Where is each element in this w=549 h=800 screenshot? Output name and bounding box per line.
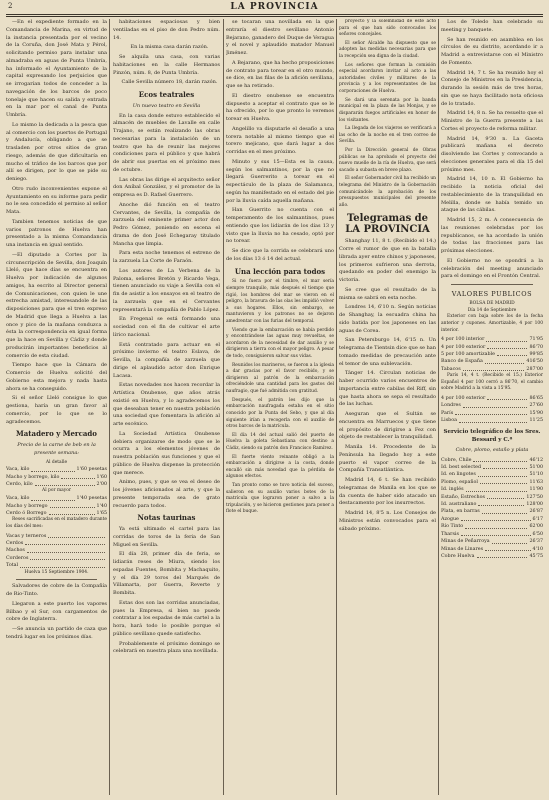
classified-ad: habitaciones espaciosas y bien ventiladas en el piso de don Pedro núm. 14. bbox=[113, 19, 220, 41]
news-paragraph: Ya está ultimado el cartel para las corridas de toros de la feria de San Miguel en Sevilla. bbox=[113, 526, 220, 548]
news-paragraph: Estas dos son las corridas anunciadas, pues la Empresa, si bien no puede contratar a los espadas de más cartel a la hora, hará todo lo posible porque el público sevillano quede satisfecho. bbox=[113, 599, 220, 637]
price-row: Cerdo, kilo 2'00 bbox=[6, 482, 107, 488]
divider bbox=[16, 579, 97, 580]
news-paragraph: Los señores que forman la comisión especial acordaron invitar al acto a las autoridades civiles y militares de la provincia y a los representantes de las corporaciones de Huelva. bbox=[339, 62, 436, 95]
news-paragraph: La Sociedad Artística Onubense debiera organizarse de modo que se le ocurra a los elementos jóvenes de nuestra población sus funciones y que el público de Huelva dispense la protección que merece. bbox=[113, 430, 220, 476]
telegram: Tánger 14. Circulan noticias de haber ocurrido varios encuentros de importancia entre cabilas del Riff, sin que hasta ahora se sepa el resultado de las luchas. bbox=[339, 370, 436, 408]
metal-row: Id. en lingotes 51'10 bbox=[441, 472, 543, 478]
news-paragraph: Tiempo hace que la Cámara de Comercio de Huelva solicitó del Gobierno esta mejora y nada hasta ahora se ha conseguido. bbox=[6, 362, 107, 392]
news-paragraph: se tocaran una novillada en la que entraría el diestro sevillano Antonio Bejarano, ganadero del Duque de Veragua y el novel y aplaudido matador Manuel Jiménez. bbox=[226, 19, 334, 56]
bolsa-heading: BOLSA DE MADRID bbox=[469, 301, 515, 307]
news-paragraph: Otro rudo inconvenientes expone el Ayuntamiento en su informe para pedir no le sea concedido el permiso al señor Mata. bbox=[6, 185, 107, 215]
news-paragraph: Si no fuera por el timbre, el mar sería siempre tranquilo, más después el tiempo que rigió, los hombres del mar se vieron en el peligro, la bravura de las olas les impidió volver a sus hogares. Ellos, sin embargo, se mantuvieron y los patronos no se dejaron amedrentar con las furias del temporal. bbox=[226, 279, 334, 324]
divider bbox=[451, 284, 533, 285]
column-1 bbox=[6, 19, 107, 795]
wholesale-header: Al por mayor bbox=[42, 488, 71, 494]
news-paragraph: A Bejarano, que ha hecho proposiciones de contrato para torear en el otro mundo, se dice, en las filas de la afición sevillana, que se ha retirado. bbox=[226, 59, 334, 89]
news-paragraph: Para esta noche tenemos el estreno de la zarzuela La Corte de Faraón. bbox=[113, 250, 220, 265]
news-paragraph: Las obras las dirige el arquitecto señor don Aníbal González, y el promotor de la empresa es D. Rafael Guerrero. bbox=[113, 176, 220, 199]
metal-row: Id. best selected 51'00 bbox=[441, 464, 543, 470]
telegram: Los de Toledo han celebrado su meeting y banquete. bbox=[441, 19, 543, 33]
telegram: Madrid 14, 10 n. El Gobierno ha recibido la noticia oficial del restablecimiento de la tranquilidad en Melilla, donde se había temido un ataque de las cábilas. bbox=[441, 176, 543, 214]
column-divider bbox=[336, 19, 337, 795]
price-row: Macho y borrego 1'40 bbox=[6, 503, 107, 509]
theater-subheading: Un nuevo teatro en Sevilla bbox=[132, 102, 201, 109]
news-paragraph: El fuerte viento reinante obligó a la embarcación a dirigirse a la costa, donde encalló sin más novedad que la pérdida de algunos efectos. bbox=[226, 454, 334, 480]
news-paragraph: Viendo que la embarcación se había perdido y encontrándose las aguas muy revueltas, se acordaron de la necesidad de dar auxilio y se dirigieron a tierra con el mayor peligro. A pesar de todo, consiguieron salvar sus vidas. bbox=[226, 327, 334, 360]
slaughter-row: Cerdos bbox=[6, 540, 107, 547]
metal-row: Plomo, español 11'63 bbox=[441, 479, 543, 485]
telegram: Se han reunido en asamblea en los círculos de su distrito, acordando ir a Madrid a entrevistarse con el Ministro de Fomento. bbox=[441, 36, 543, 66]
masthead-rule-2 bbox=[6, 16, 543, 17]
slaughter-paragraph: Reses sacrificadas en el matadero durante los días del mes: bbox=[6, 517, 107, 529]
slaughter-row: Machos bbox=[6, 547, 107, 554]
bullfight-heading: Notas taurinas bbox=[137, 513, 196, 523]
news-paragraph: Se dice que la corrida se celebrará uno de los días 13 ó 14 del actual. bbox=[226, 248, 334, 262]
market-heading: Matadero y Mercado bbox=[16, 429, 97, 439]
quote-row: Banco de España 416'50 bbox=[441, 359, 543, 365]
metal-row: Estaño, Estrechos 127'50 bbox=[441, 494, 543, 500]
telegram: Se cree que el resultado de la misma se sabrá en esta noche. bbox=[339, 286, 436, 301]
bolsa-date: Día 14 de Septiembre bbox=[467, 307, 517, 313]
metals-heading: Servicio telegráfico de los Sres. Bessard y C.ª bbox=[443, 428, 541, 444]
telegram: Madrid 14, 8'5 n. Los Consejos de Ministros están convocados para el sábado próximo. bbox=[339, 510, 436, 532]
market-subheading: Precio de la carne de beb en la presente semana: bbox=[17, 442, 96, 456]
quote-row: 4 por 100 exterior 86'65 bbox=[441, 396, 543, 402]
price-row: Macho y borrego, kilo 1'60 bbox=[6, 474, 107, 480]
page-number: 2 bbox=[8, 2, 13, 10]
column-divider bbox=[109, 19, 110, 795]
masthead bbox=[6, 2, 543, 14]
column-3 bbox=[226, 19, 334, 795]
news-paragraph: Llegaron a este puerto los vapores Bilbao y el Sur, con cargamentos de cobre de Inglaterra. bbox=[6, 600, 107, 623]
news-paragraph: —En el expediente formado en la Comandancia de Marina, en virtud de la instancia presentada por el vecino de la Coruña, don José Mata y Pérol, solicitando permiso para instalar una almadraba en aguas de Punta Umbría, ha informado el Ayuntamiento de la capital expresando los perjuicios que se irrogarían todos de conceder a la navegación de los barcos de poco tonelaje que hacen su salida y entrada en la mar por el canal de Punta Umbría. bbox=[6, 19, 107, 118]
news-paragraph: El día 28, primer día de feria, se lidiarán reses de Miura, siendo los espadas Fuentes, Bombita y Machaquito, y el día 29 toros del Marqués de Villamarta, por Guerra, Reverte y Bombita. bbox=[113, 551, 220, 597]
news-paragraph: Salvadores de cobre de la Compañía de Rio-Tinto. bbox=[6, 583, 107, 598]
news-paragraph: Han Guerrito no cuenta con el temperamento de los salmantinos, pues entiendo que los lidiarán de los días 13 y visto que la lluvia no ha cesado, optó por no torear. bbox=[226, 207, 334, 245]
news-paragraph: Se dará una serenata por la banda municipal en la plaza de las Monjas, y se dispararán fuegos artificiales en honor de los visitantes. bbox=[339, 97, 436, 123]
news-paragraph: El señor Alcalde ha dispuesto que se adopten las medidas necesarias para que la recepción sea digna de la ciudad. bbox=[339, 40, 436, 60]
news-paragraph: En la casa donde estuvo establecido el almacén de muebles de Lavalle en calle Trajano, se están realizando las obras necesarias para la instalación de un teatro que ha de reunir las mejores condiciones para el público y que habrá de abrir sus puertas en el próximo mes de octubre. bbox=[113, 112, 220, 173]
telegram: Londres 14, 6'10 n. Según noticias de Shanghay, la escuadra china ha sido batida por los japoneses en las aguas de Corea. bbox=[339, 304, 436, 334]
column-2 bbox=[113, 19, 220, 795]
retail-header: Al detalle bbox=[45, 459, 68, 465]
metal-row: Minas de Linares 4'10 bbox=[441, 546, 543, 552]
news-paragraph: Por la Dirección general de Obras públicas se ha aprobado el proyecto del nuevo muelle de la ría de Huelva, que será sacado a subasta en breve plazo. bbox=[339, 147, 436, 173]
quote-row: París 15'90 bbox=[441, 410, 543, 416]
telegram: Aseguran que el Sultán se encuentra en Marruecos y que tiene el propósito de dirigirse a Fez con objeto de restablecer la tranquilidad. bbox=[339, 411, 436, 441]
metal-row: Minas de Peñarroya 26'37 bbox=[441, 539, 543, 545]
news-paragraph: El señor Gobernador civil ha recibido un telegrama del Ministro de la Gobernación comunicándole la aprobación de los presupuestos municipales del presente año. bbox=[339, 176, 436, 208]
telegram: Madrid 14, 8 n. Se ha resuelto que el Ministro de la Guerra presente a las Cortes el proyecto de reforma militar. bbox=[441, 110, 543, 132]
telegram: Madrid 14, 7 t. Se ha reunido hoy el Consejo de Ministros en la Presidencia, durando la sesión más de tres horas, sin que se haya facilitado nota oficiosa de lo tratado. bbox=[441, 69, 543, 107]
news-paragraph: Minuto y sus 15—Esta es la causa, según los salmantinos, por la que no llegará Guerrerito a torear en el espectáculo de la plaza de Salamanca, según ha manifestado en el estado del pie por la lluvia caída aquella mañana. bbox=[226, 158, 334, 204]
metal-row: Id. australiano 128'00 bbox=[441, 502, 543, 508]
news-paragraph: Probablemente el próximo domingo se celebrará en nuestra plaza una novillada. bbox=[113, 640, 220, 655]
news-paragraph: El diestro onubense se encuentra dispuesto a aceptar el contrato que se le ha ofrecido, por lo que pronto lo veremos torear en Huelva. bbox=[226, 92, 334, 122]
news-paragraph: Después, el patrón les dijo que la embarcación naufragada estaba en el sitio conocido por la Punta del Sebo, y que al día siguiente irían a recogerla con el auxilio de otros barcos de la matrícula. bbox=[226, 397, 334, 430]
telegram: Shanghay 11, 8 t. (Recibido el 14.) Corre el rumor de que en la batalla librada ayer entre chinos y japoneses, los primeros sufrieron una derrota, quedando en poder del enemigo la victoria. bbox=[339, 238, 436, 284]
price-row: Vaca, kilo 1'60 pesetas bbox=[6, 467, 107, 473]
news-paragraph: Estas novedades nos hacen recordar la Artística Onubense, que años atrás existió en Huelva, y lo agradecemos los que deseaban tener en nuestra población una sociedad que fomentara la afición al arte escénico. bbox=[113, 382, 220, 428]
news-paragraph: El día 14 del actual salió del puerto de Huelva la goleta Sebastiana con destino a Cádiz, siendo su patrón don Francisco Ramírez. bbox=[226, 432, 334, 451]
metals-subheading: Cobre, plomo, estaño y plata bbox=[455, 446, 529, 453]
slaughter-row: Corderos bbox=[6, 555, 107, 562]
newspaper-title: LA PROVINCIA bbox=[230, 2, 319, 12]
telegrams-heading: Telegramas de LA PROVINCIA bbox=[345, 213, 430, 236]
price-row: Vaca, kilo 1'40 pesetas bbox=[6, 496, 107, 502]
column-4 bbox=[339, 19, 436, 795]
masthead-rule bbox=[6, 14, 543, 15]
classified-ad: En la misma casa darán razón. bbox=[130, 44, 209, 51]
telegram: El Gobierno no se opondrá a la celebración del meeting anunciado para el domingo en el Frontón Central. bbox=[441, 257, 543, 280]
quote-row: 5 por 100 amortizable 99'85 bbox=[441, 351, 543, 357]
telegram: Manila 14. Procedente de la Península ha llegado hoy a este puerto el vapor correo de la Compañía Transatlántica. bbox=[339, 444, 436, 474]
news-paragraph: Lo mismo la dedicada a la pesca que al comercio con los puertos de Portugal y Andalucía, obligando a que se trasladen por otros sitios de gran riesgo, además de que dificultaría en mucho el tráfico de los barcos que por allí se dirigen, por lo que se pide su deniego. bbox=[6, 121, 107, 182]
metal-row: Plata, en barras 26'87 bbox=[441, 509, 543, 515]
column-divider bbox=[438, 19, 439, 795]
news-paragraph: La llegada de los viajeros se verificará a las ocho de la noche en el tren correo de Sevilla. bbox=[339, 126, 436, 145]
news-paragraph: En Fregenal se está formando una sociedad con el fin de cultivar el arte lírico nacional. bbox=[113, 316, 220, 338]
news-paragraph: Si el señor Lleló consigue lo que gestiona, haría un gran favor al comercio, por lo que se lo agradecemos. bbox=[6, 395, 107, 425]
telegram: San Petersburgo 14, 6'15 n. Un telegrama de Tientsin dice que se han tomado medidas de precaución ante el temor de una sublevación. bbox=[339, 337, 436, 367]
metal-row: Id. inglés 11'90 bbox=[441, 487, 543, 493]
dateline: Huelva 15 Septiembre 1904. bbox=[24, 569, 89, 575]
news-paragraph: Tambien tenemos noticias de que varios patronos de Huelva han presentado a la misma Comandancia una instancia en igual sentido. bbox=[6, 218, 107, 248]
telegram: Madrid 14, 9'30 n. La Gaceta publicará mañana el decreto disolviendo las Cortes y convocando a elecciones generales para el día 15 del próximo mes. bbox=[441, 135, 543, 173]
quote-row: Londres 27'60 bbox=[441, 403, 543, 409]
column-5 bbox=[441, 19, 543, 795]
classified-ad: Calle Sevilla número 18, darán razón. bbox=[121, 79, 218, 86]
slaughter-row: Vacas y terneros bbox=[6, 533, 107, 540]
metal-row: Cobre Huelva 45'75 bbox=[441, 554, 543, 559]
total-row: Total bbox=[6, 562, 107, 569]
values-heading: VALORES PUBLICOS bbox=[451, 290, 533, 298]
quote-row: 4 por 100 exterior 86'70 bbox=[441, 344, 543, 350]
telegram: Madrid 14, 6 t. Se han recibido telegramas de Manila en los que se da cuenta de haber sido atacado un destacamento por los insurrectos. bbox=[339, 477, 436, 507]
metal-row: Tharsis 6'50 bbox=[441, 531, 543, 537]
metal-row: Río Tinto 62'00 bbox=[441, 524, 543, 530]
quote-row: Lisboa 11'25 bbox=[441, 418, 543, 424]
news-paragraph: Los autores de La Verbena de la Paloma, señores Bretón y Ricardo Vega, tienen anunciado su viaje a Sevilla con el fin de asistir a los ensayos en el teatro de la zarzuela que en el Cervantes representará la compañía de Pablo López. bbox=[113, 267, 220, 313]
column-divider bbox=[223, 19, 224, 795]
news-paragraph: Está contratado para actuar en el próximo invierno el teatro Eslava, de Sevilla, la compañía de zarzuela que dirige el aplaudido actor don Enrique Lacasa. bbox=[113, 341, 220, 379]
quote-row: Tabacos 287'00 bbox=[441, 366, 543, 372]
theater-heading: Ecos teatrales bbox=[138, 90, 195, 99]
news-paragraph: —El diputado a Cortes por la circunscripción de Sevilla, don Joaquín Lleló, que hace días se encuentra en Huelva por indicación de algunos amigos, ha escrito al Director general de Comunicaciones, con quien le une estrecha amistad, interesandole de las disposiciones para que el tren expreso de Madrid que llega a Huelva a las once y pico de la mañana conduzca a ésta la correspondencia en igual forma que la hace en Sevilla y Cádiz y donde producirán importantes beneficios al comercio de esta ciudad. bbox=[6, 251, 107, 359]
lesson-heading: Una lección para todos bbox=[234, 266, 326, 276]
news-paragraph: Animo, pues, y que se vea el deseo de los jóvenes aficionados al arte, y que la presente temporada sea de grato recuerdo para todos. bbox=[113, 479, 220, 509]
news-paragraph: —Se anuncia un partido de caza que tendrá lugar en los próximos días. bbox=[6, 626, 107, 640]
news-paragraph: proyecto y la solemnidad de este acto para el que han sido convocados los señores concejales. bbox=[339, 19, 436, 38]
news-paragraph: Angelillo va disputarle el desafío a una torera notable al mismo tiempo que el torero mejicano, que dará lugar a dos corridas en el mes próximo. bbox=[226, 125, 334, 155]
metal-row: Cobre, Chile 46'12 bbox=[441, 457, 543, 463]
news-paragraph: Reunidos los marineros, se fueron a la iglesia a dar gracias por el favor recibido, y se dirigieron al patrón de la embarcación ofreciéndole una cantidad para los gastos del naufragio, que fué admitida con gratitud. bbox=[226, 362, 334, 395]
metal-row: Azogue 6'17 bbox=[441, 516, 543, 522]
news-paragraph: Tan pronto como se tuvo noticia del suceso, salieron en su auxilio varios botes de la matrícula que lograron poner a salvo a la tripulación, y se hicieron gestiones para poner a flote el buque. bbox=[226, 483, 334, 515]
news-paragraph: Anoche dió función en el teatro Cervantes, de Sevilla, la compañía de zarzuela del eminente primer actor don Pedro Gómez, poniendo en escena el drama de don José Echegaray titulado Mancha que limpia. bbox=[113, 201, 220, 247]
bolsa-note: Exterior con baja sobre los de la fecha anterior y cupones. Amortizable, 4 por 100 interior. bbox=[441, 314, 543, 333]
quote-row: 4 por 100 interior 71'95 bbox=[441, 337, 543, 343]
paris-note: París 14, 4 t. (Recibido el 15.) Exterior Español 4 por 100 cerró a 86'70, el cambio sobre Madrid a la vista a 15'95. bbox=[441, 373, 543, 392]
price-row: Cerdo ó Borrego 1'65 bbox=[6, 510, 107, 516]
telegram: Madrid 15, 2 m. A consecuencia de las reuniones celebradas por los republicanos, se ha acordado la unión de todas las fracciones para las próximas elecciones. bbox=[441, 217, 543, 254]
classified-ad: Se alquila una casa, con varias habitaciones en la calle Hermanos Pinzón, núm. 8, de Punta Umbría. bbox=[113, 54, 220, 76]
